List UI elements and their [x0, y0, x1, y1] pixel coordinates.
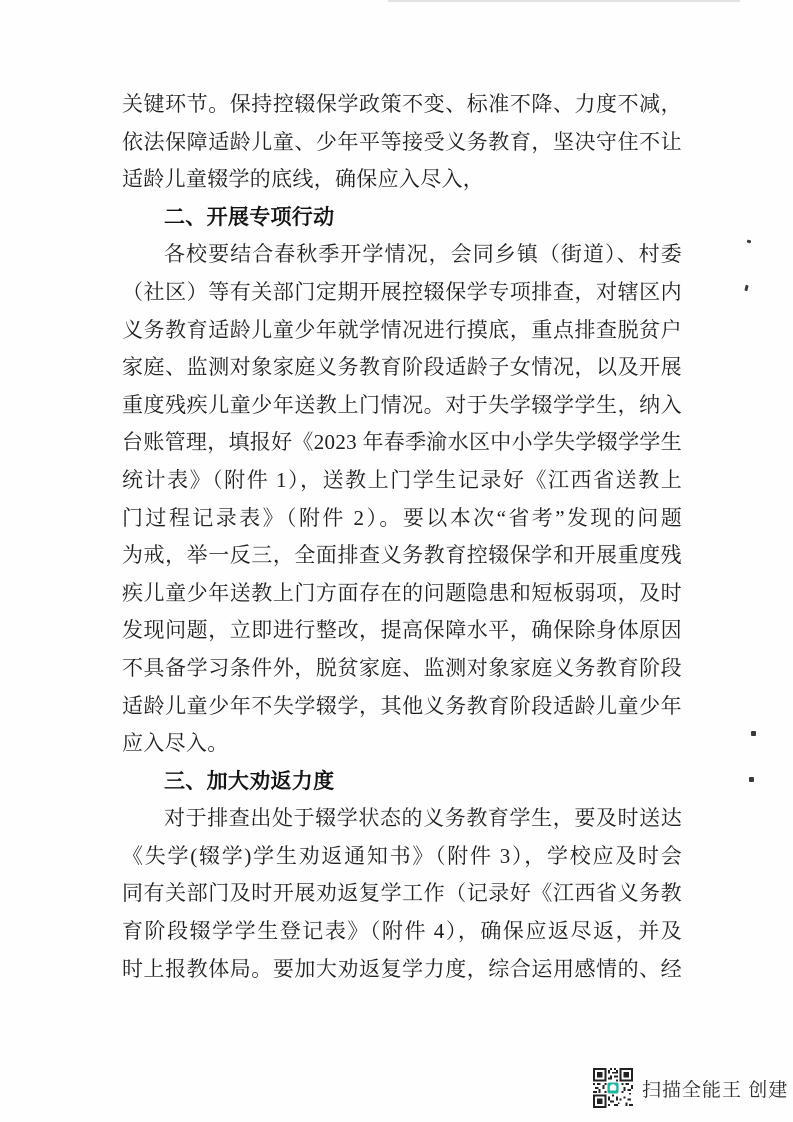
- text-line: 适龄儿童少年不失学辍学，其他义务教育阶段适龄儿童少年: [122, 693, 682, 718]
- text-line: 台账管理，填报好《2023 年春季渝水区中小学失学辍学学生: [122, 430, 682, 455]
- text-line: 为戒，举一反三，全面排查义务教育控辍保学和开展重度残: [122, 543, 682, 568]
- scan-speck-artifact: [747, 239, 752, 243]
- text-line: 对于排查出处于辍学状态的义务教育学生，要及时送达: [164, 806, 682, 831]
- text-line: 义务教育适龄儿童少年就学情况进行摸底，重点排查脱贫户: [122, 317, 682, 342]
- text-line: 时上报教体局。要加大劝返复学力度，综合运用感情的、经: [122, 956, 682, 981]
- qr-code-icon: [593, 1068, 633, 1108]
- document-body: [122, 86, 682, 988]
- text-line: 同有关部门及时开展劝返复学工作（记录好《江西省义务教: [122, 881, 682, 906]
- text-line: 发现问题，立即进行整改，提高保障水平，确保除身体原因: [122, 618, 682, 643]
- camscanner-watermark-label: 扫描全能王 创建: [642, 1079, 789, 1101]
- text-line: 适龄儿童辍学的底线，确保应入尽入，: [122, 167, 485, 192]
- section-heading-3: 三、加大劝返力度: [164, 769, 335, 793]
- text-line: 不具备学习条件外，脱贫家庭、监测对象家庭义务教育阶段: [122, 655, 682, 680]
- text-line: 重度残疾儿童少年送教上门情况。对于失学辍学学生，纳入: [122, 392, 682, 417]
- scan-speck-artifact: [749, 777, 754, 782]
- text-line: 关键环节。保持控辍保学政策不变、标准不降、力度不减，: [122, 92, 682, 116]
- scan-speck-artifact: [744, 285, 748, 292]
- scan-edge-artifact: [388, 0, 740, 2]
- text-line: 依法保障适龄儿童、少年平等接受义务教育，坚决守住不让: [122, 129, 682, 154]
- text-line: 统计表》（附件 1），送教上门学生记录好《江西省送教上: [122, 467, 682, 492]
- text-line: 疾儿童少年送教上门方面存在的问题隐患和短板弱项，及时: [122, 580, 682, 605]
- text-line: 家庭、监测对象家庭义务教育阶段适龄子女情况，以及开展: [122, 355, 682, 380]
- text-line: 应入尽入。: [122, 731, 229, 756]
- camscanner-watermark: [593, 1068, 788, 1108]
- text-line: 《失学(辍学)学生劝返通知书》（附件 3），学校应及时会: [122, 843, 682, 868]
- text-line: （社区）等有关部门定期开展控辍保学专项排查，对辖区内: [122, 279, 682, 304]
- text-line: 门过程记录表》（附件 2）。要以本次“省考”发现的问题: [122, 505, 682, 530]
- text-line: 各校要结合春秋季开学情况，会同乡镇（街道）、村委: [164, 242, 682, 267]
- text-line: 育阶段辍学学生登记表》（附件 4），确保应返尽返，并及: [122, 919, 682, 944]
- section-heading-2: 二、开展专项行动: [164, 205, 335, 229]
- scan-speck-artifact: [751, 731, 756, 736]
